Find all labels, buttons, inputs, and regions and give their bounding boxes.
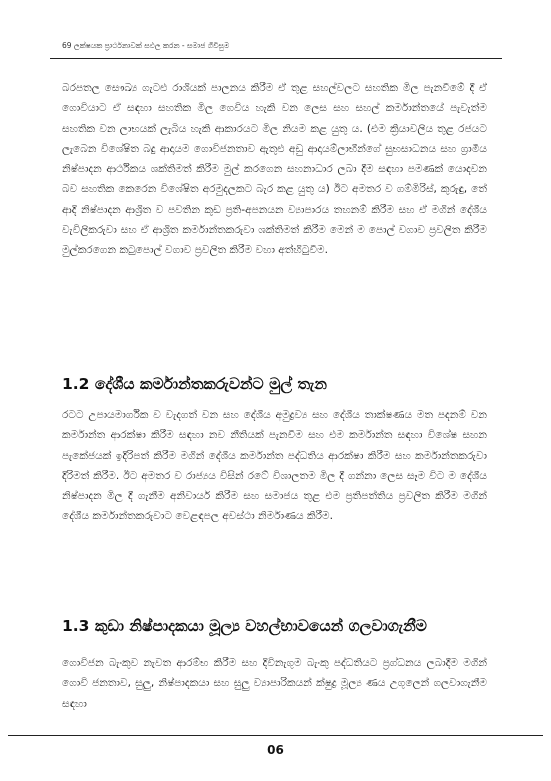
paragraph-1-3: ගොවිජන බැංකුව නැවත ආරම්භ කිරීම සහ දිවිනැගුම බැංකු පද්ධතියට ප්‍රග්ධනය ලබාදීම මගින් ගොවි ජනතාව, සුලු, නිෂ්පාදකයා සහ සුලු ව්‍යාපාරිකයන් ක්ෂුද්‍ර මූල්‍ය ණය උගුලෙන් ගලවාගැනීම සඳහා (62, 657, 487, 710)
header-rule (50, 58, 502, 59)
section-heading-1-2: 1.2 දේශීය කර්මාන්තකරුවන්ට මුල් තැන (62, 375, 327, 393)
page-number: 06 (267, 743, 284, 757)
footer-rule (8, 735, 543, 736)
section-heading-1-3: 1.3 කුඩා නිෂ්පාදකයා මූල්‍ය වහල්භාවයෙන් ගලවාගැනීම (62, 617, 427, 635)
paragraph-1: බරපතල සෞඛ්‍ය ගැටළු රාශියක් පාලනය කිරීම ඒ තුළ සහල්වලට සහතික මිල පැනවීමේ දී ඒ ගොවියාට ඒ සඳහා සහතික මිල ගෙවිය හැකි වන ලෙස සහ සහල් කර්මාන්තයේ පැවැත්ම සහතික වන ලාභයක් ලැබිය හැකි ආකාරයට මිල නියම කළ යුතු ය. (එම ක්‍රියාවලිය තුළ රජයට ලැබෙන විශේෂිත බදු ආදායම ගොවිජනතාව ඇතුළු අඩු ආදායම්ලාභීන්ගේ සුභසාධනය සහ ග්‍රාමීය නිෂ්පාදන ආර්ථිකය ශක්තිමත් කිරීම මුල් කරගෙන සහනාධාර ලබා දීම සඳහා පමණක් යොදවන බව සහතික කෙරෙන විශේෂිත අරමුදලකට බැර කළ යුතු ය) ඊට අමතර ව ගම්මිරිස්, කුරුඳු, තේ ආදි නිෂ්පාදන ආශ්‍රිත ව පවතින කුඩ ප්‍රති-අපනයන ව්‍යාපාරය තහනම් කිරීම සහ ඒ මගින් දේශීය වැවිලිකරුවා සහ ඒ ආශ්‍රිත කර්මාන්තකරුවා ශක්තිමත් කිරීම මෙන් ම පොල් වගාව ප්‍රවලිත කිරීම මුල්කරගෙන කටුපොල් වගාව ප්‍රවලිත කිරීම වහා අත්හිටුවීම. (62, 82, 487, 256)
running-header: 69 ලක්ෂයක ප්‍රාර්ථනාවක් සඵල කරන - සමාජ ගිවිසුම (62, 41, 230, 50)
paragraph-1-2: රටට උපායමාර්ගික ව වැදගත් වන සහ දේශීය අමුද්‍රව්‍ය සහ දේශීය තාක්ෂණය මත පදනම් වන කර්මාන්ත ආරක්ෂා කිරීම සඳහා නව නීතියක් පැනවීම සහ එම කර්මාන්ත සඳහා විශේෂ සහන පැකේජයක් ඉදිරිපත් කිරීම මගින් දේශීය කර්මාන්ත පද්ධතිය ආරක්ෂා කිරීම සහ කර්මාන්තකරුවා දිරිමත් කිරීම. ඊට අමතර ව රාජ්‍යය විසින් රටේ විශාලතම මිල දී ගන්නා ලෙස සෑම විට ම දේශීය නිෂ්පාදන මිල දී ගැනීම අනිවාර්ය කිරීම සහ සමාජය තුළ එම ප්‍රතිපත්තිය ප්‍රවලිත කිරීම මගින් දේශීය කර්මාන්තකරුවාට වෙළඳපල අවස්ථා නිර්මාණය කිරීම. (62, 409, 487, 523)
